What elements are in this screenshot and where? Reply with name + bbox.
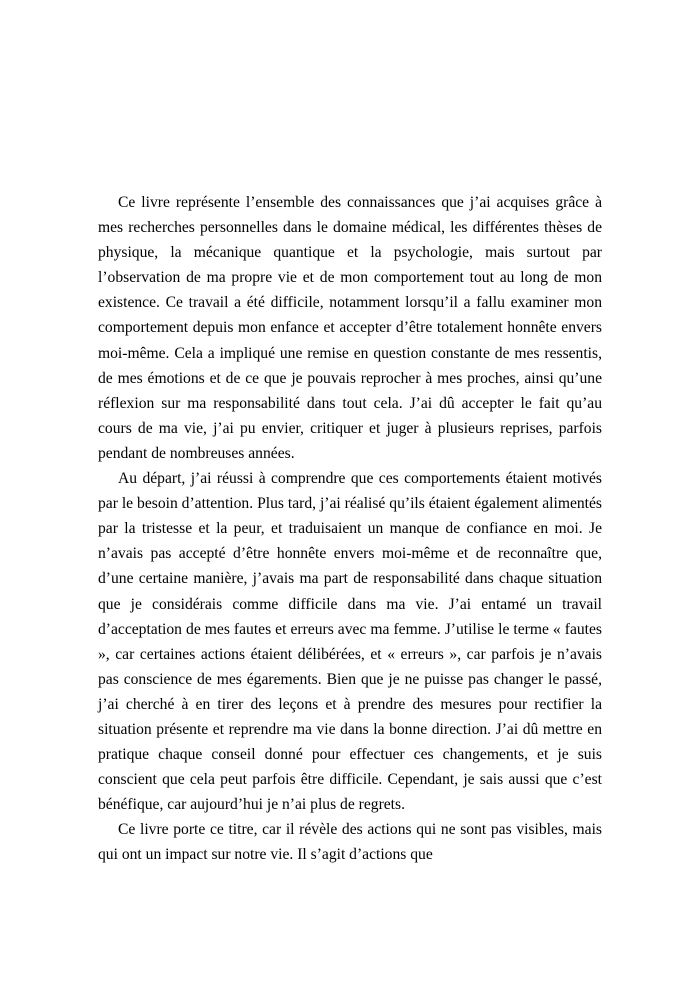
body-paragraph-3: Ce livre porte ce titre, car il révèle des actions qui ne sont pas visibles, mais qui ont un impact sur notre vie. Il s’agit d’actions que — [98, 821, 602, 864]
body-paragraph-2: Au départ, j’ai réussi à comprendre que ces comportements étaient motivés par le besoin d’attention. Plus tard, j’ai réalisé qu’ils étaient également alimentés par la tristesse et la peur, et traduisaient un manque de confiance en moi. Je n’avais pas accepté d’être honnête envers moi-même et de reconnaître que, d’une certaine manière, j’avais ma part de responsabilité dans chaque situation que je considérais comme difficile dans ma vie. J’ai entamé un travail d’acceptation de mes fautes et erreurs avec ma femme. J’utilise le terme « fautes », car certaines actions étaient délibérées, et « erreurs », car parfois je n’avais pas conscience de mes égarements. Bien que je ne puisse pas changer le passé, j’ai cherché à en tirer des leçons et à prendre des mesures pour rectifier la situation présente et reprendre ma vie dans la bonne direction. J’ai dû mettre en pratique chaque conseil donné pour effectuer ces changements, et je suis conscient que cela peut parfois être difficile. Cependant, je sais aussi que c’est bénéfique, car aujourd’hui je n’ai plus de regrets. — [98, 470, 602, 814]
body-text-column — [98, 190, 602, 868]
body-paragraph-1: Ce livre représente l’ensemble des connaissances que j’ai acquises grâce à mes recherches personnelles dans le domaine médical, les différentes thèses de physique, la mécanique quantique et la psychologie, mais surtout par l’observation de ma propre vie et de mon comportement tout au long de mon existence. Ce travail a été difficile, notamment lorsqu’il a fallu examiner mon comportement depuis mon enfance et accepter d’être totalement honnête envers moi-même. Cela a impliqué une remise en question constante de mes ressentis, de mes émotions et de ce que je pouvais reprocher à mes proches, ainsi qu’une réflexion sur ma responsabilité dans tout cela. J’ai dû accepter le fait qu’au cours de ma vie, j’ai pu envier, critiquer et juger à plusieurs reprises, parfois pendant de nombreuses années. — [98, 194, 602, 462]
